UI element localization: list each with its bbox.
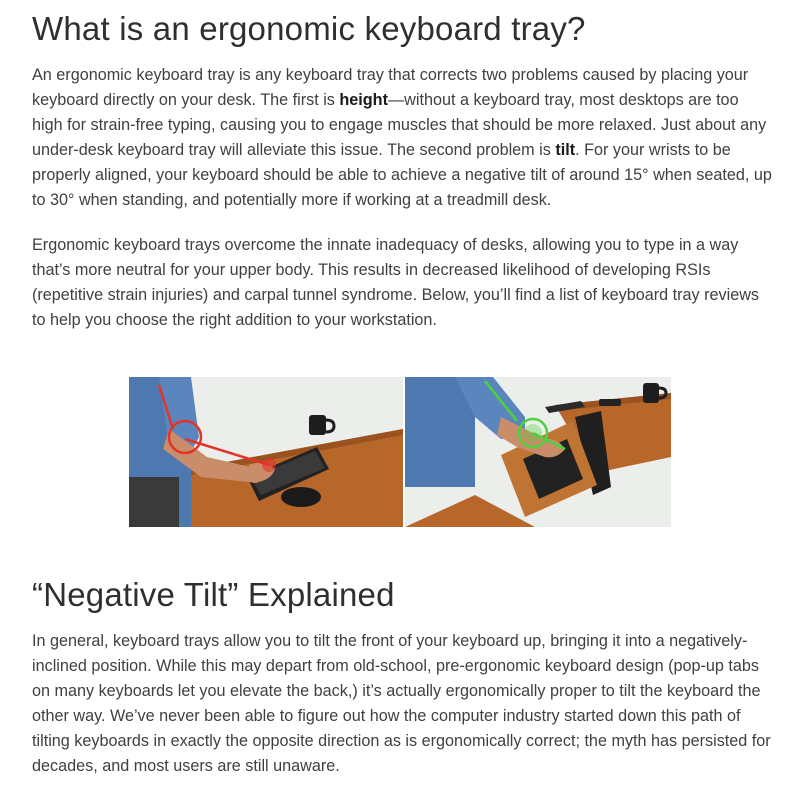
page-title: What is an ergonomic keyboard tray? [32, 10, 586, 47]
negative-tilt-paragraph: In general, keyboard trays allow you to tilt the front of your keyboard up, bringing it into a negatively-inclined position. While this may depart from old-school, pre-ergonomic keyboard design (pop-up tabs on many keyboards let you elevate the back,) it’s actually ergonomically proper to tilt the keyboard the other way. We’ve never been able to figure out how the computer industry started down this path of tilting keyboards in exactly the opposite direction as is ergonomically correct; the myth has persisted for decades, and most users are still unaware. [32, 632, 771, 775]
comparison-figure [129, 377, 671, 527]
tilt-term: tilt [555, 141, 576, 159]
intro-paragraph [32, 63, 772, 213]
intro-text-2: —without a keyboard tray, most desktops are too high for strain-free typing, causing you to engage muscles that should be more relaxed. Just about any under-desk keyboard tray will alleviate this issue. The second problem is [32, 91, 767, 159]
photo-keyboard-tray-good-posture [405, 377, 671, 527]
intro-text-1: An ergonomic keyboard tray is any keyboard tray that corrects two problems caused by placing your keyboard directly on your desk. The first is [32, 66, 749, 109]
height-term: height [339, 91, 388, 109]
photo-desk-typing-bad-posture [129, 377, 403, 527]
benefits-paragraph: Ergonomic keyboard trays overcome the innate inadequacy of desks, allowing you to type in a way that’s more neutral for your upper body. This results in decreased likelihood of developing RSIs (repetitive strain injuries) and carpal tunnel syndrome. Below, you’ll find a list of keyboard tray reviews to help you choose the right addition to your workstation. [32, 236, 759, 329]
section-heading-negative-tilt: “Negative Tilt” Explained [32, 576, 395, 613]
intro-text-3: . For your wrists to be properly aligned, your keyboard should be able to achieve a negative tilt of around 15° when seated, up to 30° when standing, and potentially more if working at a treadmill desk. [32, 141, 772, 209]
